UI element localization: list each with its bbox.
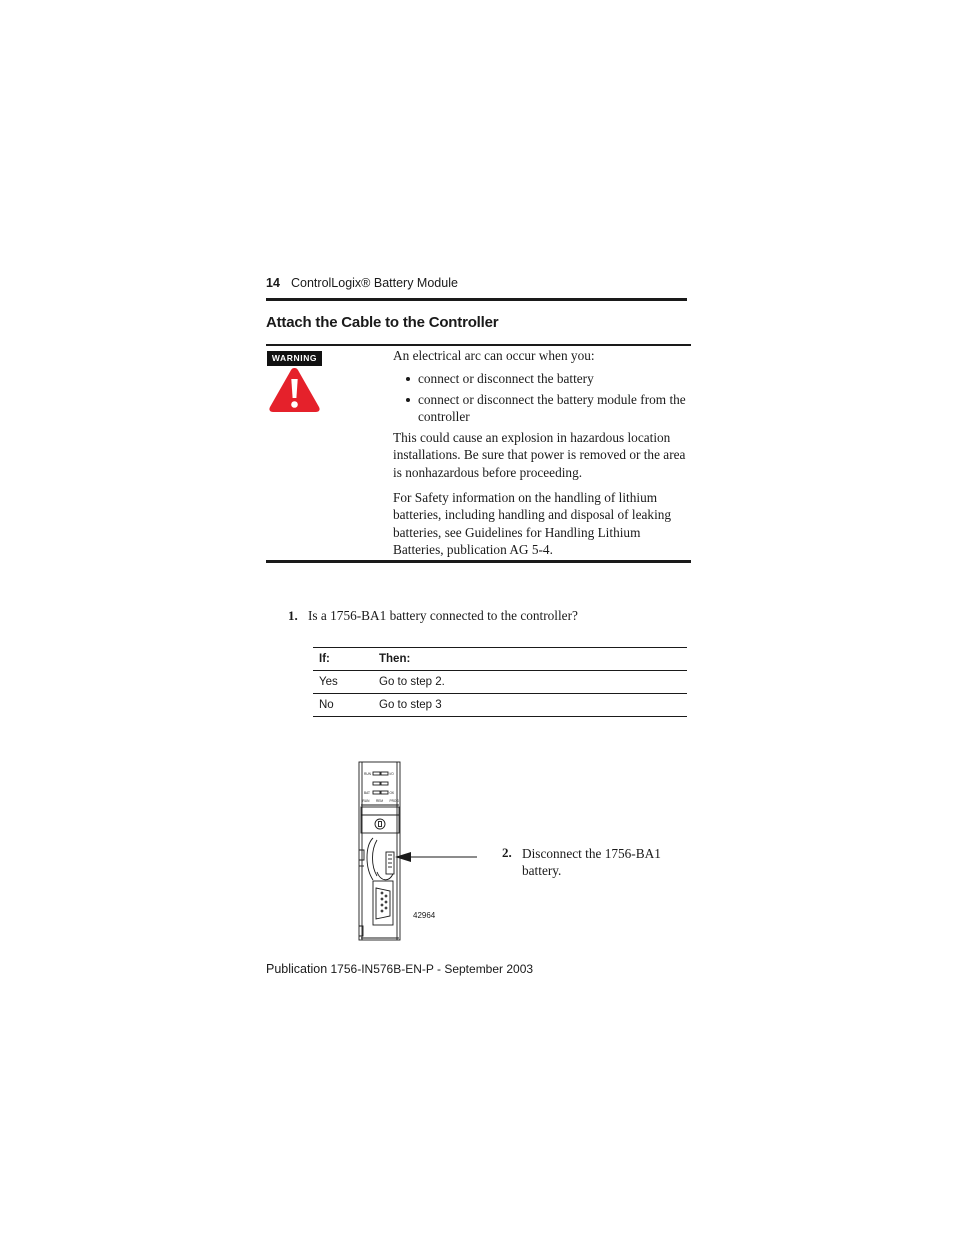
table-cell: Yes xyxy=(313,671,373,694)
exclamation-warning-icon xyxy=(268,366,321,414)
switch-label: REM xyxy=(376,799,384,803)
warning-bullet-list xyxy=(393,370,693,425)
table-row xyxy=(313,694,687,717)
table-header-row xyxy=(313,648,687,671)
warning-text xyxy=(393,347,693,563)
table-cell: No xyxy=(313,694,373,717)
warning-intro: An electrical arc can occur when you: xyxy=(393,348,595,363)
publication-label: Publication xyxy=(266,962,328,976)
table-cell: Go to step 2. xyxy=(373,671,687,694)
warning-bullet: connect or disconnect the battery xyxy=(418,370,693,387)
led-label: OK xyxy=(389,791,395,795)
led-label: I/O xyxy=(389,772,394,776)
section-heading: Attach the Cable to the Controller xyxy=(266,314,499,331)
header-rule xyxy=(266,298,687,301)
decision-table xyxy=(313,647,687,717)
table-header-then: Then: xyxy=(373,648,687,671)
footer xyxy=(266,962,533,976)
table-cell: Go to step 3 xyxy=(373,694,687,717)
table-header-if: If: xyxy=(313,648,373,671)
led-label: BAT xyxy=(364,791,370,795)
running-title: ControlLogix® Battery Module xyxy=(291,276,458,290)
step-1-number: 1. xyxy=(288,608,298,623)
warning-bullet: connect or disconnect the battery module from the controller xyxy=(418,391,693,426)
step-1-text: Is a 1756-BA1 battery connected to the controller? xyxy=(308,608,578,623)
switch-label: RUN xyxy=(362,799,370,803)
warning-label: WARNING xyxy=(267,351,322,366)
warning-top-rule xyxy=(266,344,691,346)
publication-info: 1756-IN576B-EN-P - September 2003 xyxy=(330,962,534,976)
figure-id: 42964 xyxy=(413,911,436,920)
led-label: RUN xyxy=(364,772,371,776)
table-row xyxy=(313,671,687,694)
warning-paragraph: This could cause an explosion in hazardous location installations. Be sure that power is removed or the area is nonhazardous before proceeding. xyxy=(393,430,686,480)
step-2-number: 2. xyxy=(502,845,512,860)
switch-label: PROG xyxy=(389,799,399,803)
warning-safety-paragraph: For Safety information on the handling of lithium batteries, including handling and disposal of leaking batteries, see Guidelines for Handling Lithium Batteries, publication AG 5-4. xyxy=(393,490,672,557)
step-2-text: Disconnect the 1756-BA1 battery. xyxy=(522,846,661,879)
warning-bottom-rule xyxy=(266,560,691,563)
page-number: 14 xyxy=(266,276,280,290)
